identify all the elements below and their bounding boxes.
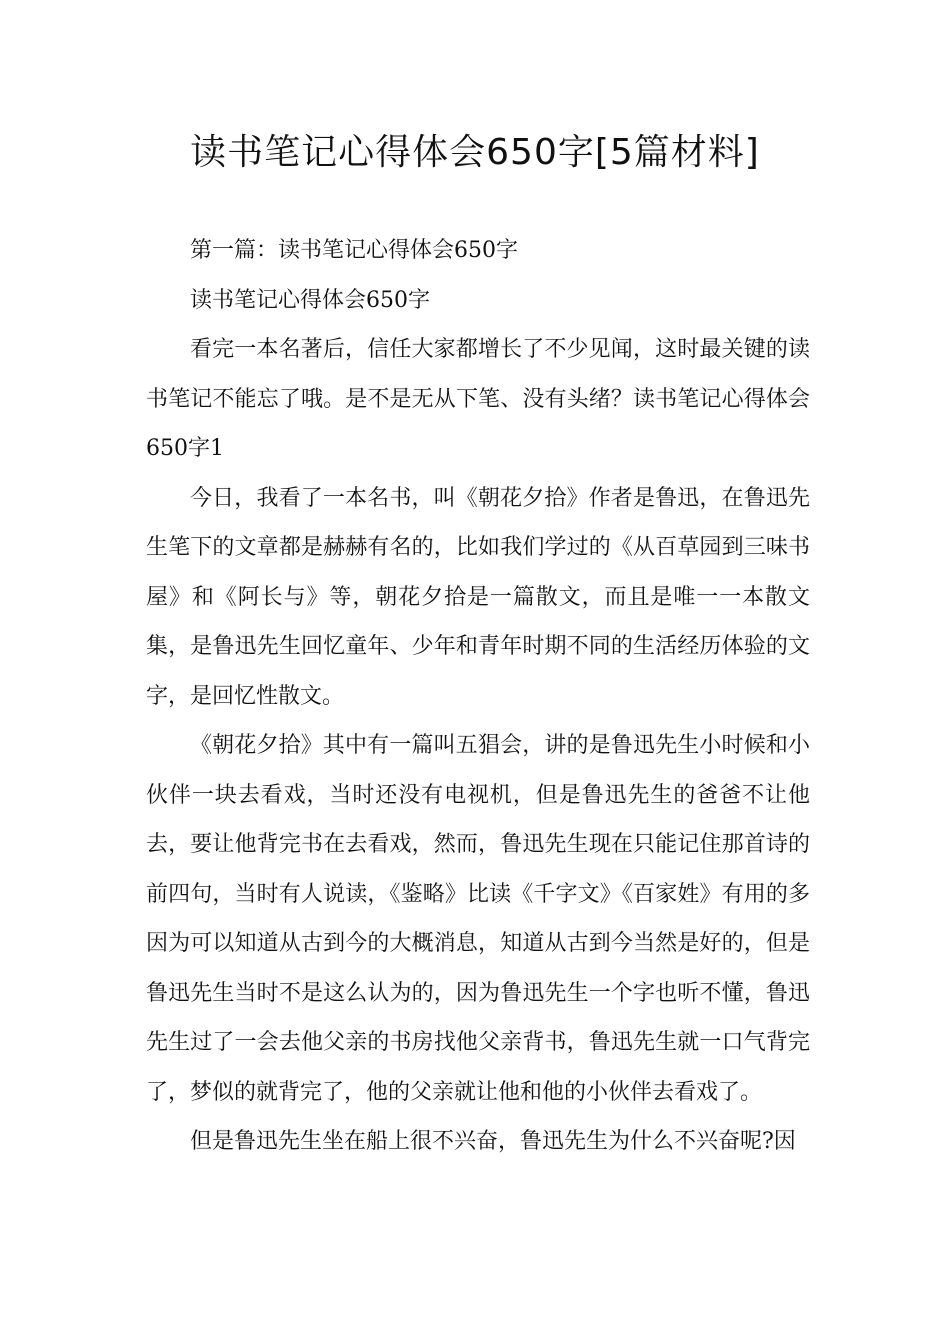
paragraph: 看完一本名著后，信任大家都增长了不少见闻，这时最关键的读书笔记不能忘了哦。是不是无从下笔、没有头绪？读书笔记心得体会650字1: [146, 337, 810, 461]
document-body: [146, 226, 810, 1167]
paragraph: 《朝花夕拾》其中有一篇叫五猖会，讲的是鲁迅先生小时候和小伙伴一块去看戏，当时还没有电视机，但是鲁迅先生的爸爸不让他去，要让他背完书在去看戏，然而，鲁迅先生现在只能记住那首诗的前四句，当时有人说读，《鉴略》比读《千字文》《百家姓》有用的多因为可以知道从古到今的大概消息，知道从古到今当然是好的，但是鲁迅先生当时不是这么认为的，因为鲁迅先生一个字也听不懂，鲁迅先生过了一会去他父亲的书房找他父亲背书，鲁迅先生就一口气背完了，梦似的就背完了，他的父亲就让他和他的小伙伴去看戏了。: [146, 733, 810, 1105]
paragraph: 但是鲁迅先生坐在船上很不兴奋，鲁迅先生为什么不兴奋呢?因: [190, 1129, 796, 1154]
section-heading: 第一篇：读书笔记心得体会650字: [190, 238, 518, 263]
paragraph: 今日，我看了一本名书，叫《朝花夕拾》作者是鲁迅，在鲁迅先生笔下的文章都是赫赫有名的，比如我们学过的《从百草园到三味书屋》和《阿长与》等，朝花夕拾是一篇散文，而且是唯一一本散文集，是鲁迅先生回忆童年、少年和青年时期不同的生活经历体验的文字，是回忆性散文。: [146, 485, 810, 709]
document-title: 读书笔记心得体会650字[5篇材料]: [190, 132, 760, 173]
subheading: 读书笔记心得体会650字: [190, 287, 430, 313]
